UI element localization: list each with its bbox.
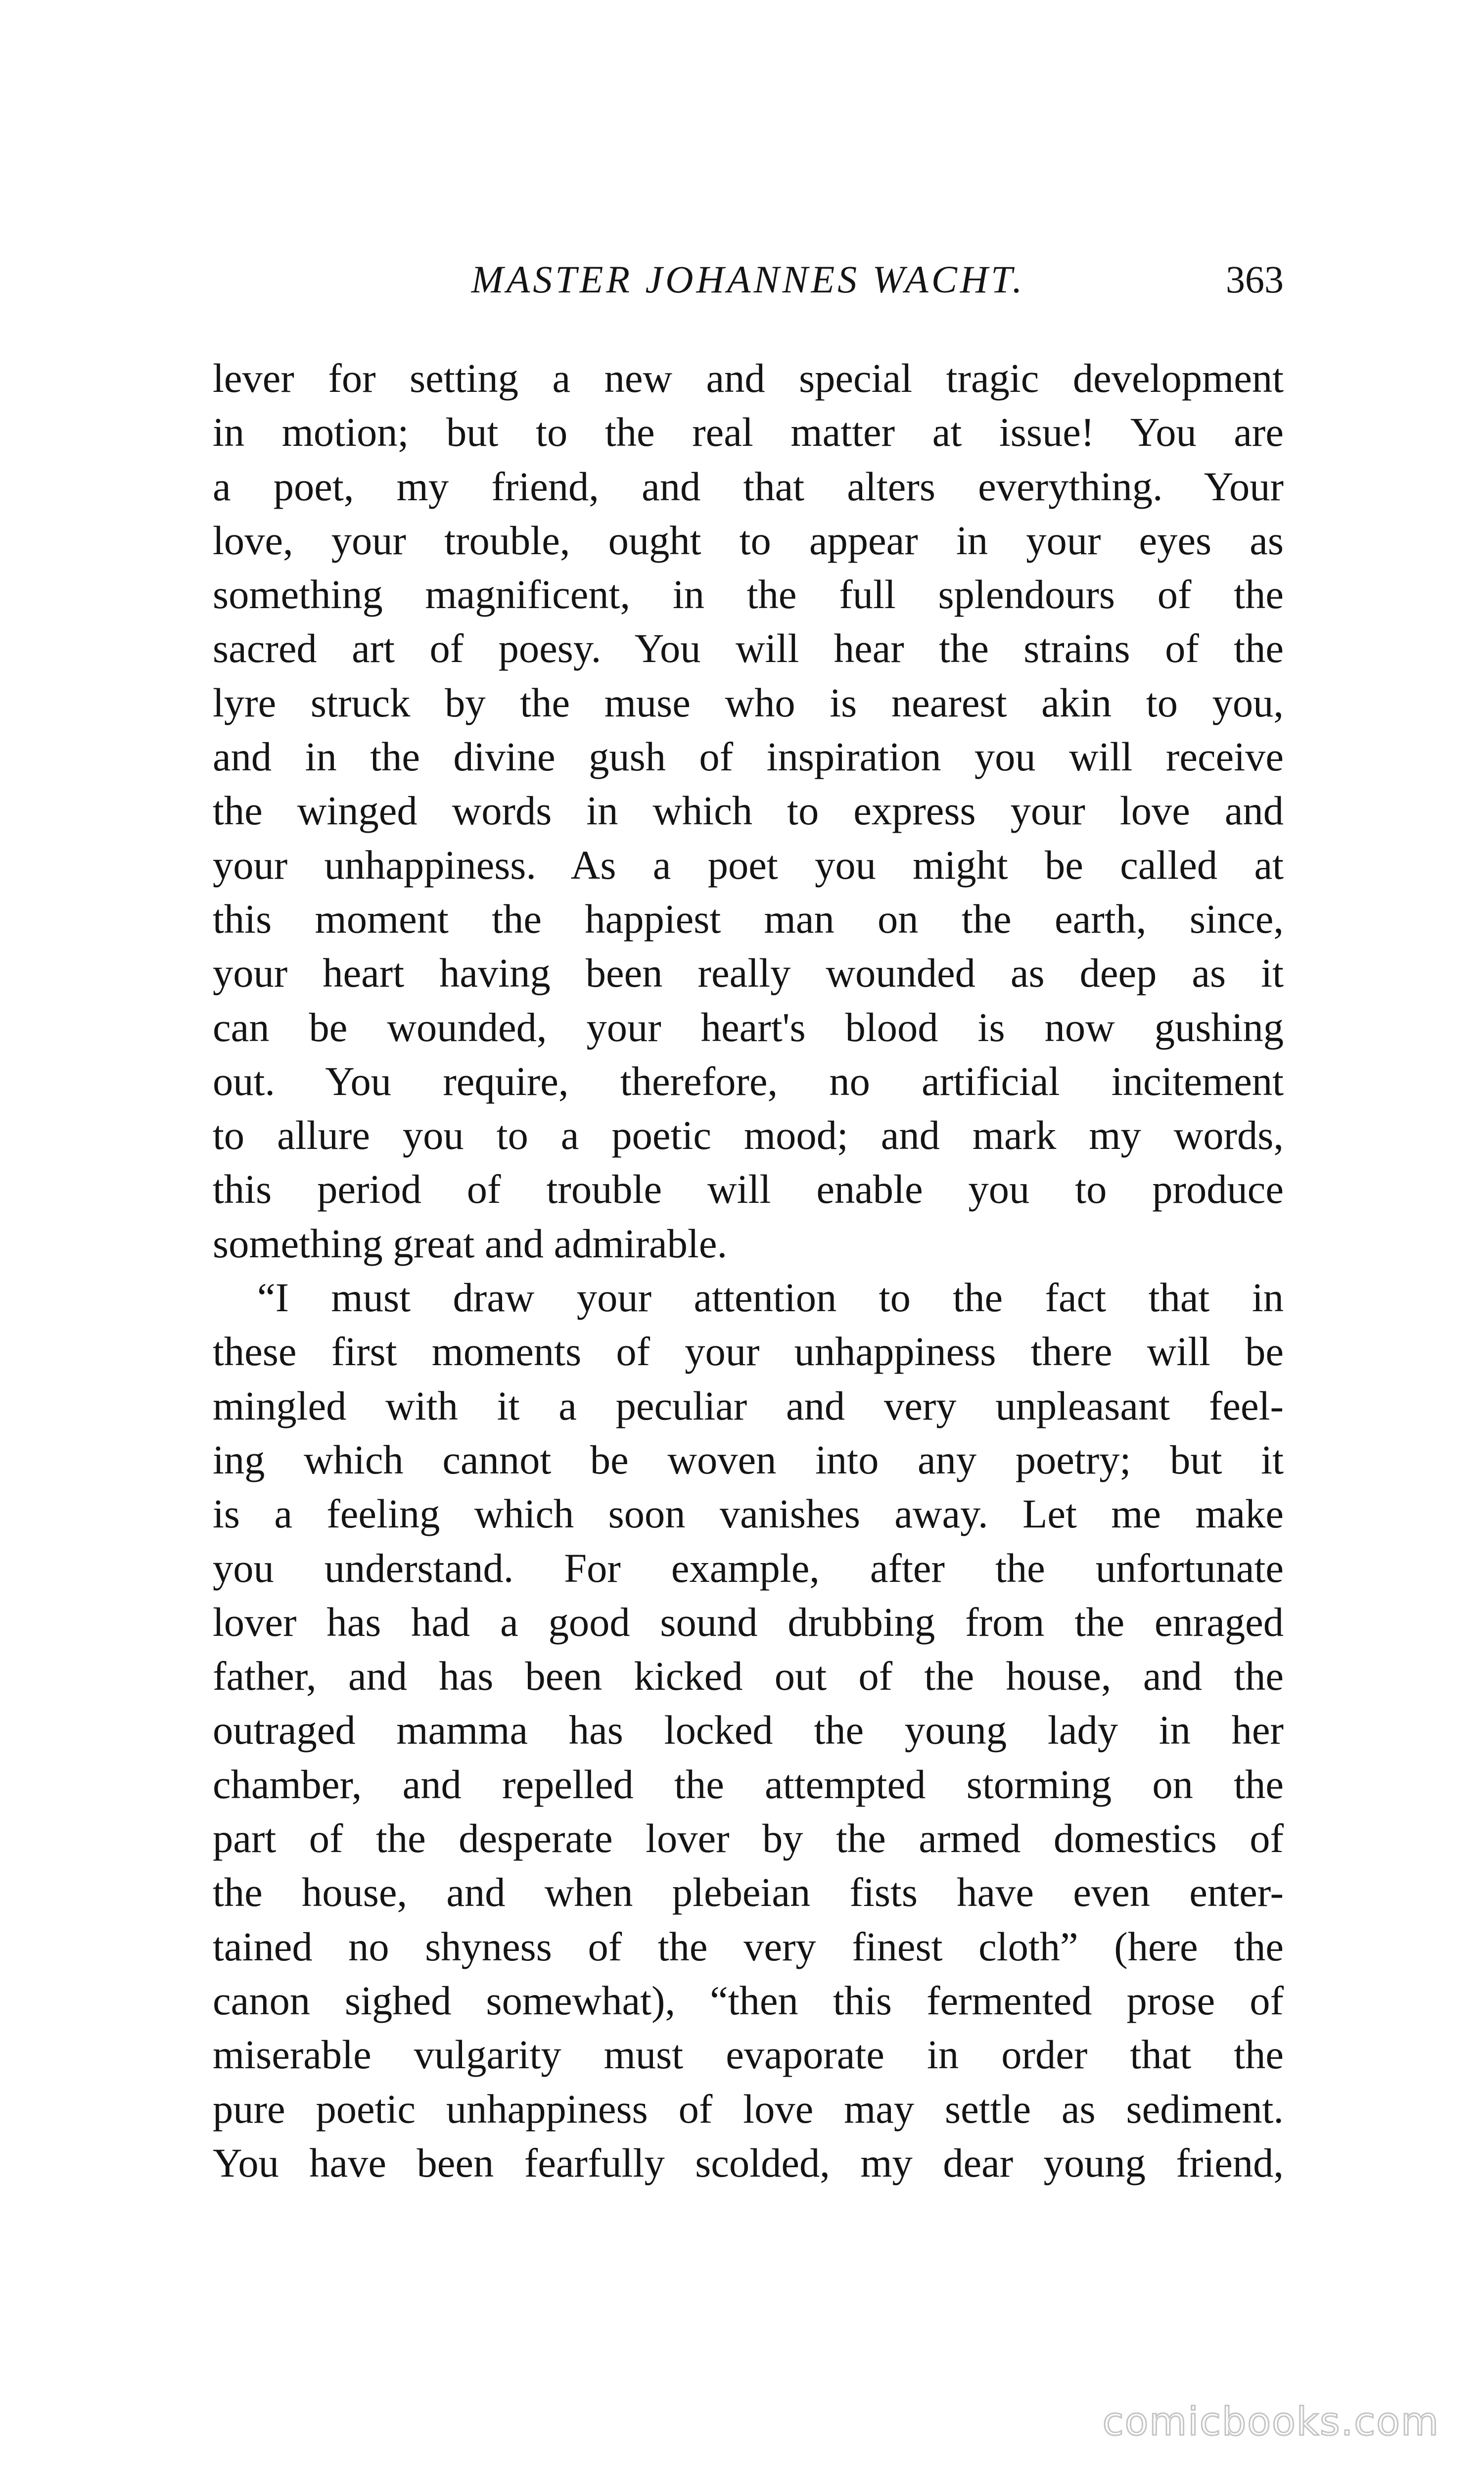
body-text — [213, 351, 1284, 2190]
text-line: miserable vulgarity must evaporate in order that the — [213, 2032, 1284, 2078]
text-line: father, and has been kicked out of the house, and the — [213, 1653, 1284, 1699]
text-line: outraged mamma has locked the young lady in her — [213, 1707, 1284, 1753]
text-line: canon sighed somewhat), “then this fermented prose of — [213, 1977, 1284, 2023]
text-line: You have been fearfully scolded, my dear young friend, — [213, 2140, 1284, 2186]
text-line: lever for setting a new and special tragic development — [213, 355, 1284, 401]
text-line: your unhappiness. As a poet you might be called at — [213, 842, 1284, 888]
running-title: MASTER JOHANNES WACHT. — [471, 258, 1025, 301]
text-line: the winged words in which to express your love and — [213, 788, 1284, 834]
watermark: comicbooks.com — [1102, 2400, 1439, 2444]
text-line: the house, and when plebeian fists have even enter- — [213, 1869, 1284, 1915]
text-line: tained no shyness of the very finest cloth” (here the — [213, 1923, 1284, 1969]
text-line: to allure you to a poetic mood; and mark my words, — [213, 1112, 1284, 1158]
page-number: 363 — [1226, 258, 1284, 301]
text-line: can be wounded, your heart's blood is now gushing — [213, 1004, 1284, 1050]
running-head — [213, 257, 1284, 312]
text-line: your heart having been really wounded as deep as it — [213, 950, 1284, 996]
text-line: lyre struck by the muse who is nearest akin to you, — [213, 679, 1284, 725]
text-line: chamber, and repelled the attempted storming on the — [213, 1761, 1284, 1807]
text-line: ing which cannot be woven into any poetry; but it — [213, 1436, 1284, 1482]
text-line: sacred art of poesy. You will hear the strains of the — [213, 625, 1284, 671]
text-line: this moment the happiest man on the earth, since, — [213, 896, 1284, 942]
text-line: lover has had a good sound drubbing from the enraged — [213, 1599, 1284, 1645]
text-line: is a feeling which soon vanishes away. Let me make — [213, 1491, 1284, 1537]
text-line: a poet, my friend, and that alters everything. Your — [213, 463, 1284, 509]
text-line: these first moments of your unhappiness there will be — [213, 1329, 1284, 1375]
paragraph — [213, 1271, 1284, 2190]
text-line: love, your trouble, ought to appear in your eyes as — [213, 517, 1284, 563]
text-line: and in the divine gush of inspiration you will receive — [213, 734, 1284, 780]
paragraph — [213, 351, 1284, 1271]
text-line: pure poetic unhappiness of love may settle as sediment. — [213, 2086, 1284, 2132]
text-line: something magnificent, in the full splendours of the — [213, 571, 1284, 618]
text-line: you understand. For example, after the unfortunate — [213, 1545, 1284, 1591]
text-line: out. You require, therefore, no artificial incitement — [213, 1058, 1284, 1104]
text-line: “I must draw your attention to the fact that in — [257, 1275, 1284, 1321]
text-line: in motion; but to the real matter at issue! You are — [213, 409, 1284, 455]
text-line: part of the desperate lover by the armed domestics of — [213, 1815, 1284, 1861]
text-line: something great and admirable. — [213, 1220, 728, 1266]
text-line: mingled with it a peculiar and very unpleasant feel- — [213, 1382, 1284, 1428]
text-line: this period of trouble will enable you to produce — [213, 1166, 1284, 1212]
